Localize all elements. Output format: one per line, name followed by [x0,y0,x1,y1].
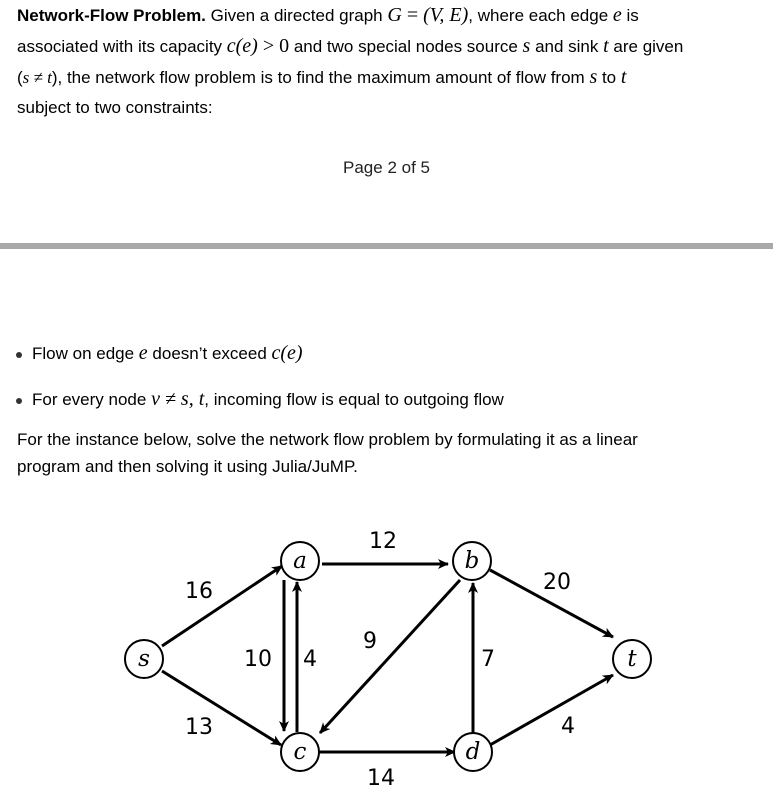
capacity-a-b: 12 [369,529,397,554]
edge-s-a [162,566,282,646]
edge-d-t [490,675,613,745]
node-s [125,640,163,678]
intro-line-4: subject to two constraints: [17,98,213,117]
capacity-a-c: 10 [244,647,272,672]
svg-text:c: c [293,739,307,765]
svg-text:t: t [627,646,637,672]
constraint-item-capacity: Flow on edge e doesn’t exceed c(e) [16,340,303,367]
capacity-b-t: 20 [543,570,571,595]
page-indicator: Page 2 of 5 [343,158,430,177]
intro-title: Network-Flow Problem. [17,6,206,25]
instance-line-2: program and then solving it using Julia/JuMP. [17,457,358,476]
capacity-s-a: 16 [185,579,213,604]
svg-text:a: a [293,548,307,574]
node-t [613,640,651,678]
capacity-d-b: 7 [481,647,495,672]
capacity-c-d: 14 [367,766,395,791]
capacity-d-t: 4 [561,714,575,739]
svg-text:s: s [138,646,150,672]
svg-text:d: d [465,739,481,765]
node-b [453,542,491,580]
capacity-b-c: 9 [363,629,377,654]
capacity-c-a: 4 [303,647,317,672]
node-d [454,733,492,771]
intro-paragraph: Network-Flow Problem. Given a directed graph G = (V, E), where each edge e is associated with its capacity c(e) > 0 and two special nodes source s and sink t are given (s ≠ t), the network flow problem is to find the maximum amount of flow from s to t subject to two constraints: [17,0,753,123]
node-a [281,542,319,580]
capacity-s-c: 13 [185,715,213,740]
edge-s-c [162,671,281,745]
svg-text:b: b [464,548,480,574]
edge-b-c [320,580,460,733]
constraint-item-conservation: For every node v ≠ s, t, incoming flow is equal to outgoing flow [16,386,504,413]
instance-line-1: For the instance below, solve the network flow problem by formulating it as a linear [17,430,638,449]
node-c [281,733,319,771]
